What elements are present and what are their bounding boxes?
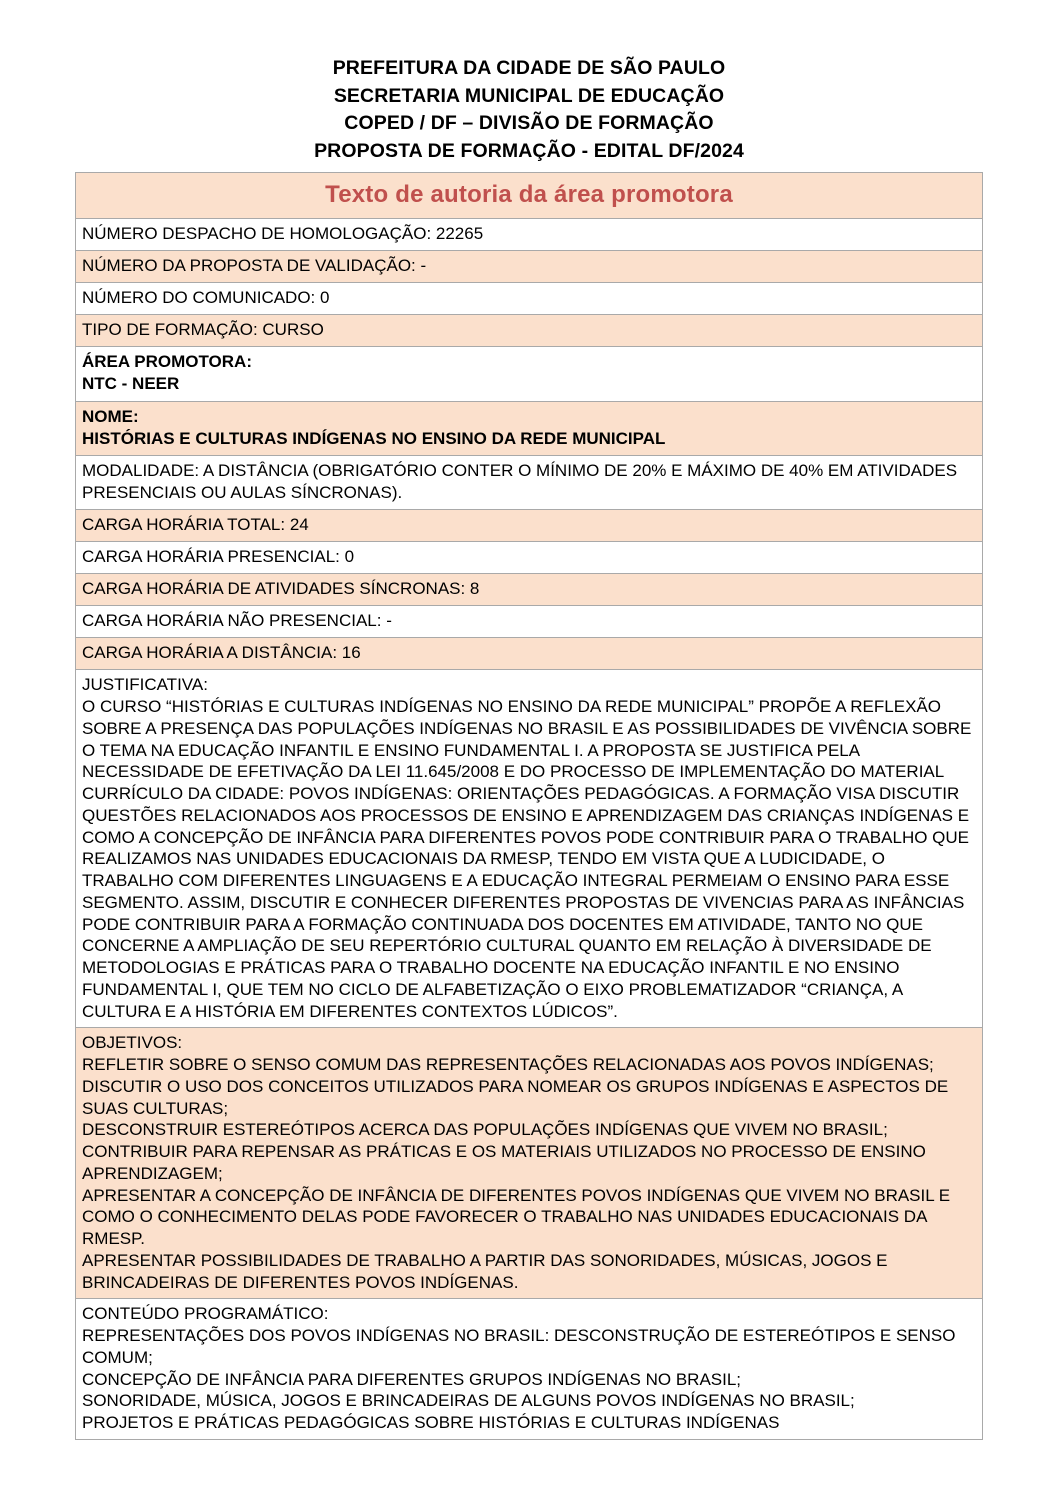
objetivo-item: CONTRIBUIR PARA REPENSAR AS PRÁTICAS E OS MATERIAIS UTILIZADOS NO PROCESSO DE ENSINO APRENDIZAGEM;: [82, 1142, 926, 1183]
conteudo-label: CONTEÚDO PROGRAMÁTICO:: [82, 1304, 329, 1324]
document-header: [75, 55, 983, 166]
field-carga-horaria-nao-presencial: CARGA HORÁRIA NÃO PRESENCIAL: -: [76, 606, 983, 638]
justificativa-label: JUSTIFICATIVA:: [82, 675, 208, 695]
area-promotora-label: ÁREA PROMOTORA:: [82, 352, 252, 372]
field-justificativa: [76, 670, 983, 1028]
field-area-promotora: [76, 347, 983, 401]
objetivo-item: REFLETIR SOBRE O SENSO COMUM DAS REPRESENTAÇÕES RELACIONADAS AOS POVOS INDÍGENAS;: [82, 1055, 934, 1075]
table-row-despacho: [76, 218, 983, 250]
table-row-comunicado: [76, 283, 983, 315]
conteudo-item: SONORIDADE, MÚSICA, JOGOS E BRINCADEIRAS DE ALGUNS POVOS INDÍGENAS NO BRASIL;: [82, 1391, 855, 1411]
field-nome: [76, 401, 983, 455]
field-carga-horaria-sincronas: CARGA HORÁRIA DE ATIVIDADES SÍNCRONAS: 8: [76, 574, 983, 606]
header-line-coped: COPED / DF – DIVISÃO DE FORMAÇÃO: [344, 112, 714, 135]
field-modalidade: MODALIDADE: A DISTÂNCIA (OBRIGATÓRIO CONTER O MÍNIMO DE 20% E MÁXIMO DE 40% EM ATIVIDADES PRESENCIAIS OU AULAS SÍNCRONAS).: [76, 455, 983, 509]
objetivo-item: APRESENTAR POSSIBILIDADES DE TRABALHO A PARTIR DAS SONORIDADES, MÚSICAS, JOGOS E BRINCADEIRAS DE DIFERENTES POVOS INDÍGENAS.: [82, 1250, 888, 1292]
nome-label: NOME:: [82, 406, 139, 426]
table-row-banner: [76, 172, 983, 218]
field-carga-horaria-total: CARGA HORÁRIA TOTAL: 24: [76, 509, 983, 541]
conteudo-item: PROJETOS E PRÁTICAS PEDAGÓGICAS SOBRE HISTÓRIAS E CULTURAS INDÍGENAS: [82, 1413, 780, 1433]
header-line-prefeitura: PREFEITURA DA CIDADE DE SÃO PAULO: [332, 57, 726, 79]
objetivo-item: DESCONSTRUIR ESTEREÓTIPOS ACERCA DAS POPULAÇÕES INDÍGENAS QUE VIVEM NO BRASIL;: [82, 1120, 888, 1140]
table-row-proposta-validacao: [76, 251, 983, 283]
field-proposta-validacao: NÚMERO DA PROPOSTA DE VALIDAÇÃO: -: [76, 251, 983, 283]
field-objetivos: [76, 1028, 983, 1299]
table-row-ch-distancia: [76, 638, 983, 670]
table-row-nome: [76, 401, 983, 455]
proposal-table: [75, 172, 983, 1440]
objetivo-item: DISCUTIR O USO DOS CONCEITOS UTILIZADOS PARA NOMEAR OS GRUPOS INDÍGENAS E ASPECTOS DE SUAS CULTURAS;: [82, 1076, 949, 1118]
objetivos-label: OBJETIVOS:: [82, 1033, 183, 1053]
header-line-secretaria: SECRETARIA MUNICIPAL DE EDUCAÇÃO: [333, 84, 725, 107]
field-conteudo-programatico: [76, 1299, 983, 1440]
table-row-justificativa: [76, 670, 983, 1028]
justificativa-text: O CURSO “HISTÓRIAS E CULTURAS INDÍGENAS NO ENSINO DA REDE MUNICIPAL” PROPÕE A REFLEXÃO SOBRE A PRESENÇA DAS POPULAÇÕES INDÍGENAS NO BRASIL E AS POSSIBILIDADES DE VIVÊNCIA SOBRE O TEMA NA EDUCAÇÃO INFANTIL E ENSINO FUNDAMENTAL I. A PROPOSTA SE JUSTIFICA PELA NECESSIDADE DE EFETIVAÇÃO DA LEI 11.645/2008 E DO PROCESSO DE IMPLEMENTAÇÃO DO MATERIAL CURRÍCULO DA CIDADE: POVOS INDÍGENAS: ORIENTAÇÕES PEDAGÓGICAS. A FORMAÇÃO VISA DISCUTIR QUESTÕES RELACIONADOS AOS PROCESSOS DE ENSINO E APRENDIZAGEM DAS CRIANÇAS INDÍGENAS E COMO A CONCEPÇÃO DE INFÂNCIA PARA DIFERENTES POVOS PODE CONTRIBUIR PARA O TRABALHO QUE REALIZAMOS NAS UNIDADES EDUCACIONAIS DA RMESP, TENDO EM VISTA QUE A LUDICIDADE, O TRABALHO COM DIFERENTES LINGUAGENS E A EDUCAÇÃO INTEGRAL PERMEIAM O ENSINO PARA ESSE SEGMENTO. ASSIM, DISCUTIR E CONHECER DIFERENTES PROPOSTAS DE VIVENCIAS PARA AS INFÂNCIAS PODE CONTRIBUIR PARA A FORMAÇÃO CONTINUADA DOS DOCENTES EM ATIVIDADE, TANTO NO QUE CONCERNE A AMPLIAÇÃO DE SEU REPERTÓRIO CULTURAL QUANTO EM RELAÇÃO À DIVERSIDADE DE METODOLOGIAS E PRÁTICAS PARA O TRABALHO DOCENTE NA EDUCAÇÃO INFANTIL E NO ENSINO FUNDAMENTAL I, QUE TEM NO CICLO DE ALFABETIZAÇÃO O EIXO PROBLEMATIZADOR “CRIANÇA, A CULTURA E A HISTÓRIA EM DIFERENTES CONTEXTOS LÚDICOS”.: [82, 697, 972, 1021]
table-row-ch-total: [76, 509, 983, 541]
table-row-area-promotora: [76, 347, 983, 401]
area-promotora-value: NTC - NEER: [82, 374, 180, 394]
banner-title: Texto de autoria da área promotora: [76, 172, 983, 218]
conteudo-item: CONCEPÇÃO DE INFÂNCIA PARA DIFERENTES GRUPOS INDÍGENAS NO BRASIL;: [82, 1369, 742, 1389]
table-row-objetivos: [76, 1028, 983, 1299]
table-row-ch-sincronas: [76, 574, 983, 606]
table-row-ch-nao-presencial: [76, 606, 983, 638]
objetivo-item: APRESENTAR A CONCEPÇÃO DE INFÂNCIA DE DIFERENTES POVOS INDÍGENAS QUE VIVEM NO BRASIL E COMO O CONHECIMENTO DELAS PODE FAVORECER O TRABALHO NAS UNIDADES EDUCACIONAIS DA RMESP.: [82, 1185, 951, 1249]
table-row-conteudo-programatico: [76, 1299, 983, 1440]
field-carga-horaria-distancia: CARGA HORÁRIA A DISTÂNCIA: 16: [76, 638, 983, 670]
field-carga-horaria-presencial: CARGA HORÁRIA PRESENCIAL: 0: [76, 541, 983, 573]
nome-value: HISTÓRIAS E CULTURAS INDÍGENAS NO ENSINO DA REDE MUNICIPAL: [82, 428, 666, 448]
field-numero-comunicado: NÚMERO DO COMUNICADO: 0: [76, 283, 983, 315]
table-row-tipo-formacao: [76, 315, 983, 347]
conteudo-item: REPRESENTAÇÕES DOS POVOS INDÍGENAS NO BRASIL: DESCONSTRUÇÃO DE ESTEREÓTIPOS E SENSO COMUM;: [82, 1326, 956, 1367]
header-line-proposta: PROPOSTA DE FORMAÇÃO - EDITAL DF/2024: [314, 140, 744, 163]
table-row-modalidade: [76, 455, 983, 509]
field-despacho-homologacao: NÚMERO DESPACHO DE HOMOLOGAÇÃO: 22265: [76, 218, 983, 250]
table-row-ch-presencial: [76, 541, 983, 573]
field-tipo-formacao: TIPO DE FORMAÇÃO: CURSO: [76, 315, 983, 347]
